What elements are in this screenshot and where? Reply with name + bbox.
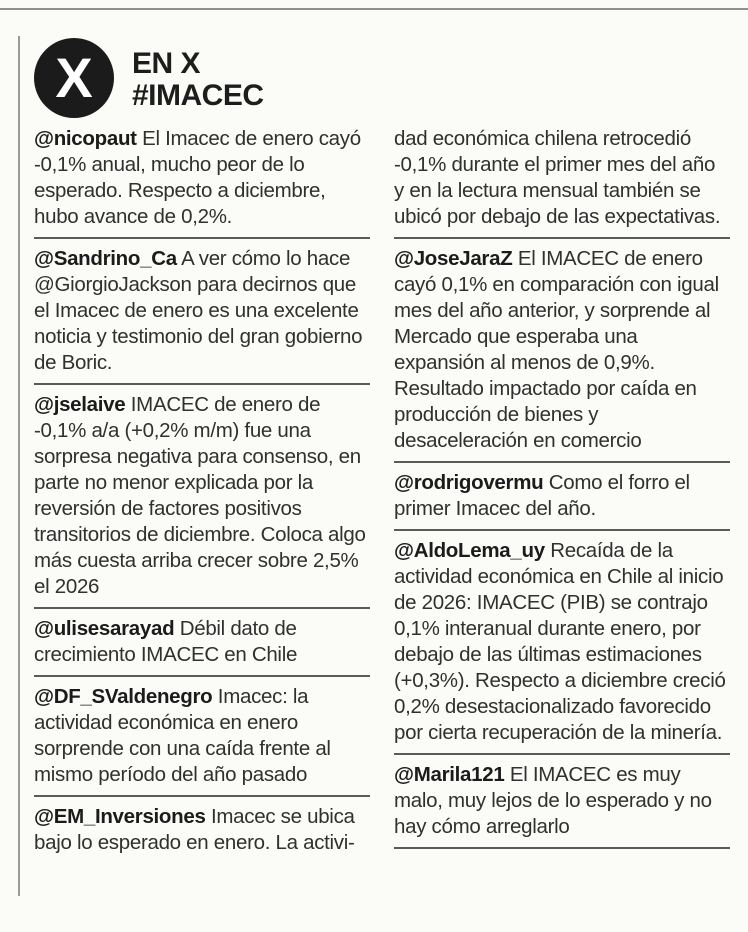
tweet-text: El Imacec de enero cayó -0,1% anual, mucho peor de lo esperado. Respecto a diciembre, hubo avance de 0,2%. <box>34 127 361 228</box>
section-header <box>34 38 264 118</box>
tweet-text: dad económica chilena retrocedió -0,1% durante el primer mes del año y en la lectura mensual también se ubicó por debajo de las expectativas. <box>394 127 721 228</box>
tweet-handle: @rodrigovermu <box>394 471 544 494</box>
tweet-handle: @AldoLema_uy <box>394 539 545 562</box>
tweet-text: Imacec se ubica bajo lo esperado en enero. La activi- <box>34 805 355 854</box>
tweet-item-continued <box>394 126 730 239</box>
tweet-item <box>34 616 370 677</box>
tweet-handle: @Marila121 <box>394 763 505 786</box>
tweet-text: El IMACEC es muy malo, muy lejos de lo esperado y no hay cómo arreglarlo <box>394 763 712 838</box>
x-logo-icon: X <box>34 38 114 118</box>
right-column <box>394 126 730 856</box>
tweet-text: IMACEC de enero de -0,1% a/a (+0,2% m/m) fue una sorpresa negativa para consenso, en parte no menor explicada por la reversión de factores positivos transitorios de diciembre. Coloca algo más cuesta arriba crecer sobre 2,5% el 2026 <box>34 393 366 598</box>
section-title <box>132 48 264 112</box>
tweet-text: A ver cómo lo hace @GiorgioJackson para decirnos que el Imacec de enero es una excelente noticia y testimonio del gran gobierno de Boric. <box>34 247 363 374</box>
tweet-item <box>34 392 370 609</box>
tweet-item <box>34 804 370 863</box>
tweet-text: Recaída de la actividad económica en Chile al inicio de 2026: IMACEC (PIB) se contrajo 0,1% interanual durante enero, por debajo de las últimas estimaciones (+0,3%). Respecto a diciembre creció 0,2% desestacionalizado favorecido por cierta recuperación de la minería. <box>394 539 726 744</box>
tweet-item <box>394 538 730 755</box>
tweet-item <box>34 126 370 239</box>
tweet-handle: @nicopaut <box>34 127 137 150</box>
tweet-text: Débil dato de crecimiento IMACEC en Chile <box>34 617 298 666</box>
title-line-2: #IMACEC <box>132 79 264 112</box>
tweet-handle: @Sandrino_Ca <box>34 247 177 270</box>
tweet-handle: @JoseJaraZ <box>394 247 513 270</box>
tweet-item <box>394 470 730 531</box>
tweet-handle: @EM_Inversiones <box>34 805 206 828</box>
tweet-item <box>394 762 730 849</box>
tweet-handle: @ulisesarayad <box>34 617 175 640</box>
tweet-handle: @jselaive <box>34 393 126 416</box>
left-column <box>34 126 370 870</box>
tweet-item <box>34 684 370 797</box>
tweet-item <box>394 246 730 463</box>
tweet-item <box>34 246 370 385</box>
tweet-text: Imacec: la actividad económica en enero sorprende con una caída frente al mismo período del año pasado <box>34 685 331 786</box>
tweet-text: Como el forro el primer Imacec del año. <box>394 471 690 520</box>
tweet-handle: @DF_SValdenegro <box>34 685 213 708</box>
left-column-rule <box>18 36 20 896</box>
tweet-text: El IMACEC de enero cayó 0,1% en comparación con igual mes del año anterior, y sorprende al Mercado que esperaba una expansión al menos de 0,9%. Resultado impactado por caída en producción de bienes y desaceleración en comercio <box>394 247 719 452</box>
title-line-1: EN X <box>132 47 201 80</box>
top-rule <box>0 8 748 10</box>
